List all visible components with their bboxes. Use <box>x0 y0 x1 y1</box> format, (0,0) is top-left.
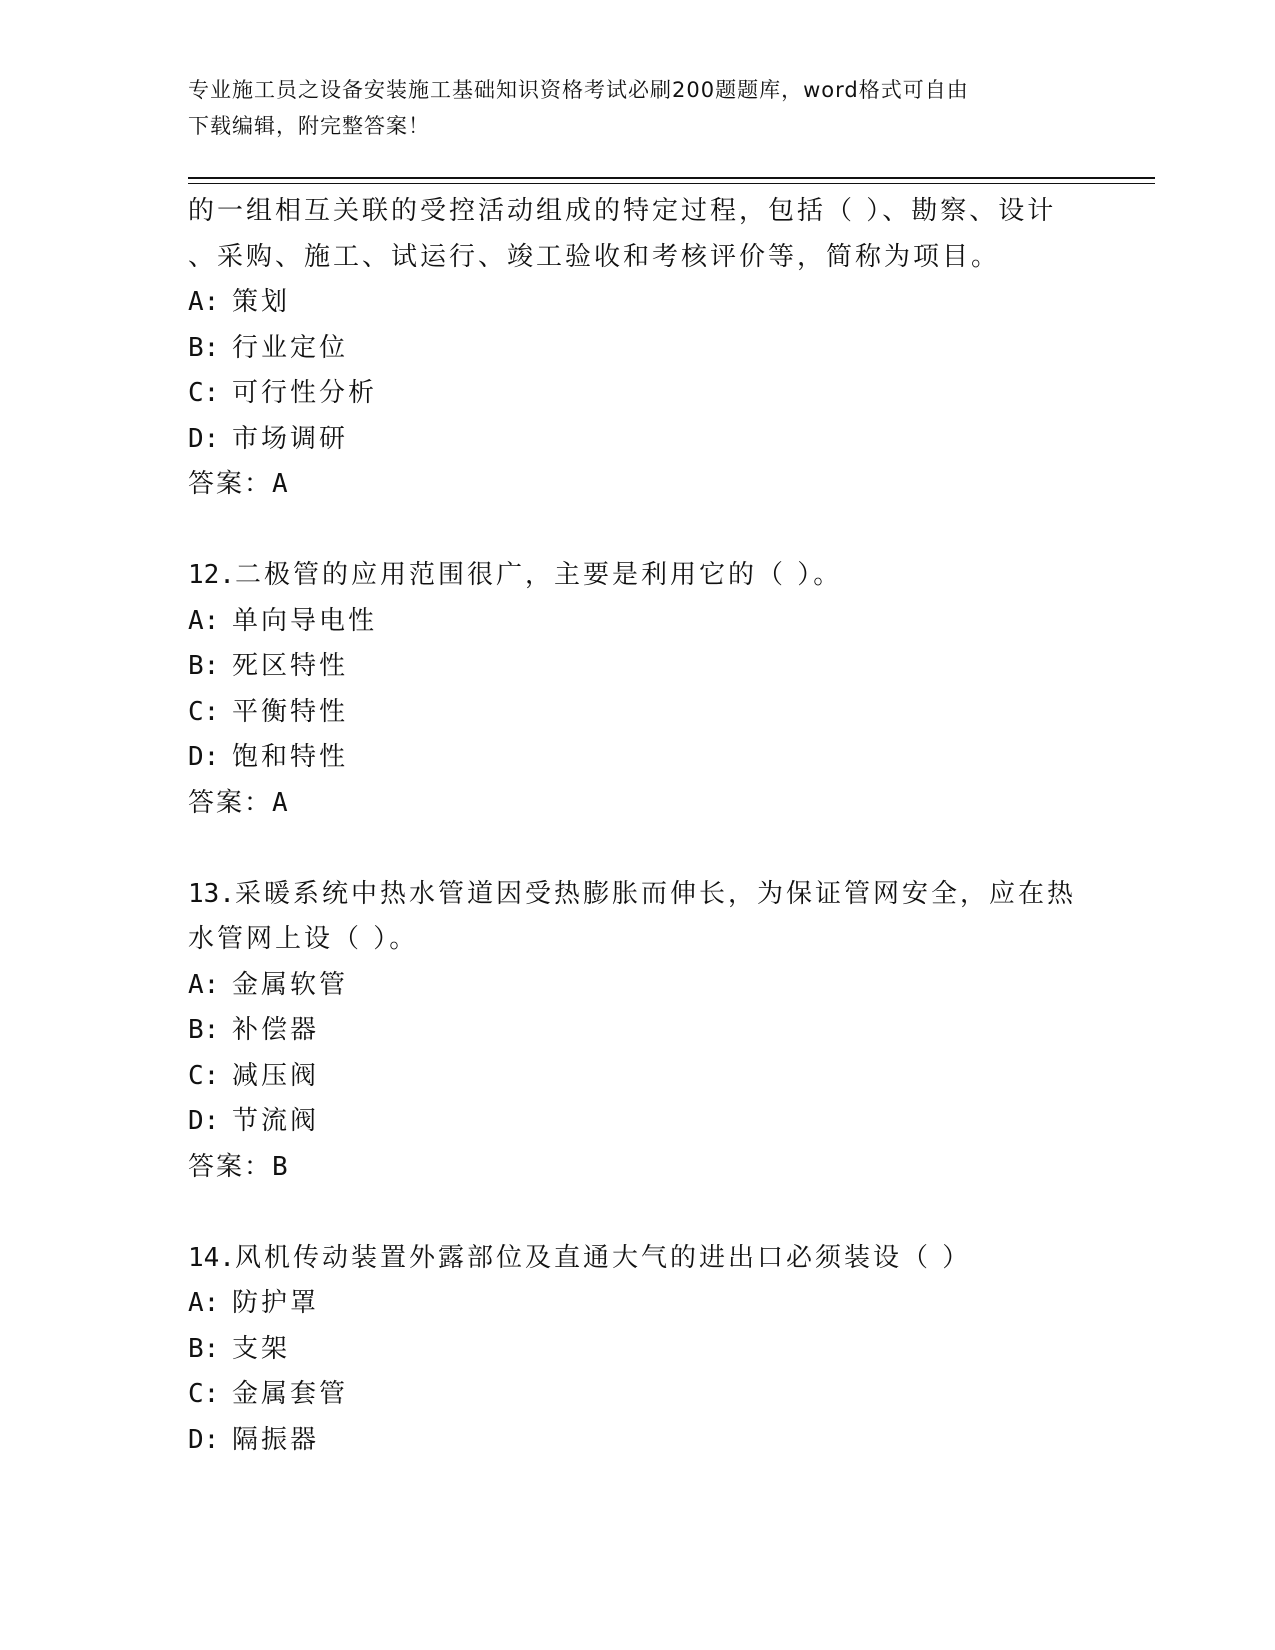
option-text: 隔振器 <box>232 1424 320 1455</box>
option-b <box>188 326 1088 372</box>
spacer <box>188 1190 1088 1236</box>
option-text: 减压阀 <box>232 1060 320 1091</box>
answer-label: 答案： <box>188 787 273 818</box>
option-key: D: <box>188 1106 220 1136</box>
option-key: D: <box>188 1424 220 1455</box>
option-key: C: <box>188 696 220 727</box>
question-12 <box>188 553 1088 826</box>
option-text: 金属套管 <box>232 1379 349 1409</box>
option-key: A: <box>188 287 220 317</box>
option-a <box>188 1281 1088 1327</box>
option-key: C: <box>188 1379 220 1409</box>
option-d <box>188 1418 1088 1464</box>
question-14 <box>188 1236 1088 1464</box>
option-key: A: <box>188 969 220 1000</box>
option-text: 市场调研 <box>232 423 349 454</box>
option-a <box>188 280 1088 326</box>
question-text-line <box>188 1236 1088 1282</box>
question-text-line: 水管网上设（ ）。 <box>188 924 419 954</box>
answer-line <box>188 781 1088 827</box>
option-text: 平衡特性 <box>232 696 349 727</box>
answer-line <box>188 1145 1088 1191</box>
option-text: 防护罩 <box>232 1288 320 1318</box>
option-a <box>188 963 1088 1009</box>
option-c <box>188 371 1088 417</box>
question-text-line <box>188 872 1088 918</box>
option-d <box>188 417 1088 463</box>
option-c <box>188 1054 1088 1100</box>
option-b <box>188 644 1088 690</box>
option-key: A: <box>188 1288 220 1318</box>
question-text-line: 的一组相互关联的受控活动组成的特定过程，包括（ ）、勘察、设计 <box>188 196 1057 226</box>
option-text: 行业定位 <box>232 332 349 363</box>
option-b <box>188 1008 1088 1054</box>
answer-value: A <box>272 469 288 499</box>
question-number: 14. <box>188 1242 235 1273</box>
option-key: B: <box>188 651 220 681</box>
spacer <box>188 826 1088 872</box>
option-key: B: <box>188 1333 220 1364</box>
option-key: D: <box>188 423 220 454</box>
question-list <box>188 189 1088 1463</box>
question-11-continued <box>188 189 1088 508</box>
header-line-2: 下载编辑，附完整答案！ <box>188 114 430 138</box>
option-text: 节流阀 <box>232 1106 320 1136</box>
option-key: B: <box>188 1015 220 1045</box>
option-text: 支架 <box>232 1333 291 1364</box>
option-c <box>188 1372 1088 1418</box>
option-text: 金属软管 <box>232 969 349 1000</box>
option-d <box>188 735 1088 781</box>
question-13 <box>188 872 1088 1191</box>
question-number: 13. <box>188 878 235 909</box>
question-text-line <box>188 553 1088 599</box>
option-d <box>188 1099 1088 1145</box>
option-key: A: <box>188 605 220 636</box>
answer-line <box>188 462 1088 508</box>
header-line-1: 专业施工员之设备安装施工基础知识资格考试必刷200题题库，word格式可自由 <box>188 78 969 102</box>
header-divider-thick <box>188 177 1155 179</box>
question-text: 二极管的应用范围很广，主要是利用它的（ ）。 <box>234 560 843 590</box>
answer-value: B <box>272 1151 288 1182</box>
option-text: 死区特性 <box>232 651 349 681</box>
answer-value: A <box>272 787 288 818</box>
question-text: 采暖系统中热水管道因受热膨胀而伸长，为保证管网安全，应在热 <box>234 878 1076 909</box>
question-text-line: 、采购、施工、试运行、竣工验收和考核评价等，简称为项目。 <box>188 241 1001 272</box>
spacer <box>188 508 1088 554</box>
option-text: 补偿器 <box>232 1015 320 1045</box>
answer-label: 答案： <box>188 469 273 499</box>
option-key: C: <box>188 1060 220 1091</box>
option-text: 单向导电性 <box>232 605 378 636</box>
question-text: 风机传动装置外露部位及直通大气的进出口必须装设（ ） <box>234 1242 972 1273</box>
option-key: B: <box>188 332 220 363</box>
document-header <box>188 72 1088 144</box>
option-text: 饱和特性 <box>232 742 349 772</box>
answer-label: 答案： <box>188 1151 273 1182</box>
option-c <box>188 690 1088 736</box>
option-key: D: <box>188 742 220 772</box>
option-key: C: <box>188 378 220 408</box>
option-b <box>188 1327 1088 1373</box>
header-divider-thin <box>188 183 1155 184</box>
question-number: 12. <box>188 560 235 590</box>
option-text: 可行性分析 <box>232 378 378 408</box>
option-a <box>188 599 1088 645</box>
option-text: 策划 <box>232 287 291 317</box>
